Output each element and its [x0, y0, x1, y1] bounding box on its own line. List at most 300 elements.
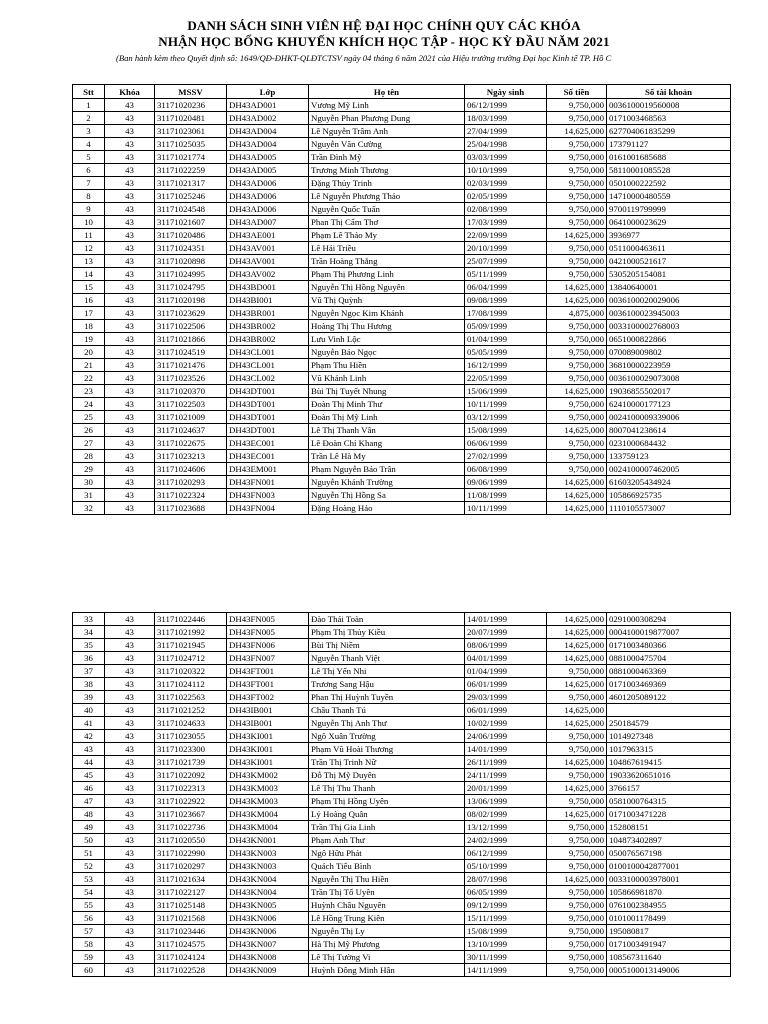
table-row	[73, 639, 731, 652]
table-row	[73, 398, 731, 411]
ngay-sinh-cell: 28/07/1998	[465, 873, 547, 886]
ho-ten-cell: Ngô Xuân Trường	[309, 730, 465, 743]
so-tai-khoan-cell: 1110105573007	[607, 502, 731, 515]
mssv-cell: 31171025246	[155, 190, 227, 203]
ngay-sinh-cell: 22/09/1999	[465, 229, 547, 242]
so-tai-khoan-cell: 0511000463611	[607, 242, 731, 255]
stt-cell: 25	[73, 411, 105, 424]
khoa-cell: 43	[105, 281, 155, 294]
ngay-sinh-cell: 06/01/1999	[465, 704, 547, 717]
so-tai-khoan-cell: 1014927348	[607, 730, 731, 743]
ngay-sinh-cell: 09/06/1999	[465, 476, 547, 489]
table-row	[73, 886, 731, 899]
so-tien-cell: 9,750,000	[547, 151, 607, 164]
stt-cell: 4	[73, 138, 105, 151]
so-tien-cell: 14,625,000	[547, 613, 607, 626]
so-tien-cell: 14,625,000	[547, 756, 607, 769]
lop-cell: DH43KN006	[227, 925, 309, 938]
ngay-sinh-cell: 10/11/1999	[465, 502, 547, 515]
ho-ten-cell: Lê Thị Thu Thanh	[309, 782, 465, 795]
so-tien-cell: 9,750,000	[547, 242, 607, 255]
so-tien-cell: 9,750,000	[547, 216, 607, 229]
lop-cell: DH43KM003	[227, 782, 309, 795]
table-row	[73, 177, 731, 190]
mssv-cell: 31171021774	[155, 151, 227, 164]
so-tai-khoan-cell: 13840640001	[607, 281, 731, 294]
mssv-cell: 31171020481	[155, 112, 227, 125]
ho-ten-cell: Lưu Vinh Lộc	[309, 333, 465, 346]
mssv-cell: 31171024575	[155, 938, 227, 951]
so-tien-cell: 9,750,000	[547, 769, 607, 782]
mssv-cell: 31171022259	[155, 164, 227, 177]
mssv-cell: 31171023055	[155, 730, 227, 743]
so-tien-cell: 14,625,000	[547, 678, 607, 691]
stt-cell: 54	[73, 886, 105, 899]
table-row	[73, 203, 731, 216]
lop-cell: DH43DT001	[227, 424, 309, 437]
stt-cell: 13	[73, 255, 105, 268]
so-tai-khoan-cell: 0100100042877001	[607, 860, 731, 873]
lop-cell: DH43AV002	[227, 268, 309, 281]
table-row	[73, 912, 731, 925]
so-tai-khoan-cell: 0881000475704	[607, 652, 731, 665]
lop-cell: DH43KN001	[227, 834, 309, 847]
lop-cell: DH43KM003	[227, 795, 309, 808]
mssv-cell: 31171022313	[155, 782, 227, 795]
so-tien-cell: 9,750,000	[547, 177, 607, 190]
khoa-cell: 43	[105, 125, 155, 138]
ngay-sinh-cell: 11/08/1999	[465, 489, 547, 502]
stt-cell: 22	[73, 372, 105, 385]
table-row	[73, 112, 731, 125]
so-tai-khoan-cell: 0171003471228	[607, 808, 731, 821]
so-tien-cell: 14,625,000	[547, 704, 607, 717]
so-tai-khoan-cell: 3766157	[607, 782, 731, 795]
lop-cell: DH43AD001	[227, 99, 309, 112]
ngay-sinh-cell: 24/02/1999	[465, 834, 547, 847]
so-tien-cell: 9,750,000	[547, 203, 607, 216]
lop-cell: DH43KI001	[227, 743, 309, 756]
mssv-cell: 31171024519	[155, 346, 227, 359]
so-tien-cell: 9,750,000	[547, 925, 607, 938]
so-tai-khoan-cell: 0231000684432	[607, 437, 731, 450]
ngay-sinh-cell: 16/12/1999	[465, 359, 547, 372]
ngay-sinh-cell: 05/05/1999	[465, 346, 547, 359]
ho-ten-cell: Vũ Khánh Linh	[309, 372, 465, 385]
stt-cell: 47	[73, 795, 105, 808]
stt-cell: 5	[73, 151, 105, 164]
document-title-line2: NHẬN HỌC BỔNG KHUYẾN KHÍCH HỌC TẬP - HỌC KỲ ĐẦU NĂM 2021	[158, 34, 610, 49]
khoa-cell: 43	[105, 411, 155, 424]
table-row	[73, 190, 731, 203]
ho-ten-cell: Phan Thị Cẩm Thơ	[309, 216, 465, 229]
table-row	[73, 626, 731, 639]
khoa-cell: 43	[105, 112, 155, 125]
lop-cell: DH43DT001	[227, 398, 309, 411]
ho-ten-cell: Đào Thái Toàn	[309, 613, 465, 626]
stt-cell: 57	[73, 925, 105, 938]
so-tien-cell: 14,625,000	[547, 873, 607, 886]
table-row	[73, 873, 731, 886]
mssv-cell: 31171022922	[155, 795, 227, 808]
table-row	[73, 834, 731, 847]
ngay-sinh-cell: 14/01/1999	[465, 743, 547, 756]
khoa-cell: 43	[105, 665, 155, 678]
ho-ten-cell: Đoàn Thị Mỹ Linh	[309, 411, 465, 424]
so-tien-cell: 14,625,000	[547, 125, 607, 138]
so-tai-khoan-cell: 0036100019560008	[607, 99, 731, 112]
ngay-sinh-cell: 25/07/1999	[465, 255, 547, 268]
lop-cell: DH43AE001	[227, 229, 309, 242]
table-row	[73, 743, 731, 756]
mssv-cell: 31171020322	[155, 665, 227, 678]
table-row	[73, 808, 731, 821]
mssv-cell: 31171023688	[155, 502, 227, 515]
so-tai-khoan-cell: 0641000023629	[607, 216, 731, 229]
ngay-sinh-cell: 05/09/1999	[465, 320, 547, 333]
ho-ten-cell: Lê Hải Triều	[309, 242, 465, 255]
scholarship-table-part2	[72, 612, 731, 977]
stt-cell: 46	[73, 782, 105, 795]
table-row	[73, 502, 731, 515]
khoa-cell: 43	[105, 450, 155, 463]
stt-cell: 21	[73, 359, 105, 372]
so-tai-khoan-cell: 0036100029073008	[607, 372, 731, 385]
so-tien-cell: 9,750,000	[547, 190, 607, 203]
lop-cell: DH43EC001	[227, 450, 309, 463]
table-row	[73, 730, 731, 743]
so-tai-khoan-cell: 0161001685688	[607, 151, 731, 164]
lop-cell: DH43CL002	[227, 372, 309, 385]
ho-ten-cell: Hoàng Thị Thu Hương	[309, 320, 465, 333]
lop-cell: DH43AD004	[227, 125, 309, 138]
mssv-cell: 31171021252	[155, 704, 227, 717]
mssv-cell: 31171023667	[155, 808, 227, 821]
ho-ten-cell: Vũ Thị Quỳnh	[309, 294, 465, 307]
table-row	[73, 938, 731, 951]
mssv-cell: 31171023061	[155, 125, 227, 138]
so-tien-cell: 9,750,000	[547, 834, 607, 847]
lop-cell: DH43KI001	[227, 730, 309, 743]
ho-ten-cell: Bùi Thị Tuyết Nhung	[309, 385, 465, 398]
mssv-cell: 31171021568	[155, 912, 227, 925]
so-tai-khoan-cell: 0033100003978001	[607, 873, 731, 886]
mssv-cell: 31171022503	[155, 398, 227, 411]
khoa-cell: 43	[105, 242, 155, 255]
mssv-cell: 31171021009	[155, 411, 227, 424]
lop-cell: DH43AD005	[227, 164, 309, 177]
so-tien-cell: 14,625,000	[547, 476, 607, 489]
table-row	[73, 795, 731, 808]
lop-cell: DH43CL001	[227, 359, 309, 372]
so-tai-khoan-cell: 0036100023945003	[607, 307, 731, 320]
khoa-cell: 43	[105, 502, 155, 515]
table-row	[73, 242, 731, 255]
ho-ten-cell: Nguyễn Ngọc Kim Khánh	[309, 307, 465, 320]
ngay-sinh-cell: 04/01/1999	[465, 652, 547, 665]
column-header-so-tien: Số tiền	[547, 85, 607, 99]
mssv-cell: 31171021317	[155, 177, 227, 190]
so-tai-khoan-cell: 1017963315	[607, 743, 731, 756]
lop-cell: DH43FT002	[227, 691, 309, 704]
mssv-cell: 31171024124	[155, 951, 227, 964]
lop-cell: DH43KM002	[227, 769, 309, 782]
stt-cell: 9	[73, 203, 105, 216]
khoa-cell: 43	[105, 424, 155, 437]
so-tai-khoan-cell: 0171003468563	[607, 112, 731, 125]
so-tai-khoan-cell: 133759123	[607, 450, 731, 463]
ho-ten-cell: Phạm Thị Hồng Uyên	[309, 795, 465, 808]
ngay-sinh-cell: 17/08/1999	[465, 307, 547, 320]
stt-cell: 2	[73, 112, 105, 125]
ngay-sinh-cell: 15/08/1999	[465, 925, 547, 938]
ngay-sinh-cell: 17/03/1999	[465, 216, 547, 229]
table-row	[73, 691, 731, 704]
khoa-cell: 43	[105, 216, 155, 229]
lop-cell: DH43AD004	[227, 138, 309, 151]
lop-cell: DH43KN007	[227, 938, 309, 951]
khoa-cell: 43	[105, 782, 155, 795]
table-row	[73, 821, 731, 834]
so-tien-cell: 14,625,000	[547, 626, 607, 639]
lop-cell: DH43KN004	[227, 873, 309, 886]
mssv-cell: 31171024712	[155, 652, 227, 665]
lop-cell: DH43BD001	[227, 281, 309, 294]
stt-cell: 49	[73, 821, 105, 834]
ho-ten-cell: Nguyễn Thị Ly	[309, 925, 465, 938]
stt-cell: 39	[73, 691, 105, 704]
table-row	[73, 489, 731, 502]
ngay-sinh-cell: 29/03/1999	[465, 691, 547, 704]
table-row	[73, 847, 731, 860]
khoa-cell: 43	[105, 691, 155, 704]
mssv-cell: 31171024112	[155, 678, 227, 691]
ho-ten-cell: Quách Tiểu Bình	[309, 860, 465, 873]
lop-cell: DH43AD002	[227, 112, 309, 125]
stt-cell: 17	[73, 307, 105, 320]
so-tai-khoan-cell: 627704061835299	[607, 125, 731, 138]
lop-cell: DH43FN005	[227, 613, 309, 626]
ngay-sinh-cell: 02/08/1999	[465, 203, 547, 216]
mssv-cell: 31171022324	[155, 489, 227, 502]
table-row	[73, 229, 731, 242]
khoa-cell: 43	[105, 769, 155, 782]
so-tai-khoan-cell: 0171003469369	[607, 678, 731, 691]
khoa-cell: 43	[105, 229, 155, 242]
ngay-sinh-cell: 22/05/1999	[465, 372, 547, 385]
scholarship-table-part1	[72, 84, 731, 515]
ngay-sinh-cell: 25/04/1998	[465, 138, 547, 151]
mssv-cell: 31171020198	[155, 294, 227, 307]
mssv-cell: 31171021992	[155, 626, 227, 639]
table-body-part1	[73, 99, 731, 515]
ngay-sinh-cell: 02/05/1999	[465, 190, 547, 203]
so-tai-khoan-cell: 0024100007462005	[607, 463, 731, 476]
so-tien-cell: 9,750,000	[547, 795, 607, 808]
table-row	[73, 99, 731, 112]
so-tai-khoan-cell: 3936977	[607, 229, 731, 242]
so-tai-khoan-cell: 173791127	[607, 138, 731, 151]
ho-ten-cell: Trần Đình Mỹ	[309, 151, 465, 164]
ho-ten-cell: Trần Thị Gia Linh	[309, 821, 465, 834]
mssv-cell: 31171021945	[155, 639, 227, 652]
stt-cell: 11	[73, 229, 105, 242]
stt-cell: 35	[73, 639, 105, 652]
so-tai-khoan-cell: 250184579	[607, 717, 731, 730]
table-row	[73, 359, 731, 372]
so-tien-cell: 14,625,000	[547, 717, 607, 730]
mssv-cell: 31171022990	[155, 847, 227, 860]
ngay-sinh-cell: 03/12/1999	[465, 411, 547, 424]
so-tien-cell: 4,875,000	[547, 307, 607, 320]
khoa-cell: 43	[105, 847, 155, 860]
so-tai-khoan-cell: 0101001178499	[607, 912, 731, 925]
stt-cell: 15	[73, 281, 105, 294]
so-tai-khoan-cell: 105866925735	[607, 489, 731, 502]
ngay-sinh-cell: 20/10/1999	[465, 242, 547, 255]
so-tai-khoan-cell: 0881000463369	[607, 665, 731, 678]
stt-cell: 19	[73, 333, 105, 346]
ho-ten-cell: Trần Lê Hà My	[309, 450, 465, 463]
so-tai-khoan-cell: 0004100019877007	[607, 626, 731, 639]
so-tien-cell: 9,750,000	[547, 886, 607, 899]
so-tien-cell: 9,750,000	[547, 821, 607, 834]
stt-cell: 40	[73, 704, 105, 717]
mssv-cell: 31171023446	[155, 925, 227, 938]
lop-cell: DH43AV001	[227, 242, 309, 255]
lop-cell: DH43AV001	[227, 255, 309, 268]
so-tai-khoan-cell: 105866981870	[607, 886, 731, 899]
stt-cell: 32	[73, 502, 105, 515]
ho-ten-cell: Bùi Thị Niềm	[309, 639, 465, 652]
so-tai-khoan-cell: 14710000480559	[607, 190, 731, 203]
table-row	[73, 678, 731, 691]
ngay-sinh-cell: 02/03/1999	[465, 177, 547, 190]
table-row	[73, 294, 731, 307]
ho-ten-cell: Ngô Hữu Phát	[309, 847, 465, 860]
table-row	[73, 385, 731, 398]
stt-cell: 55	[73, 899, 105, 912]
stt-cell: 29	[73, 463, 105, 476]
so-tien-cell: 9,750,000	[547, 411, 607, 424]
khoa-cell: 43	[105, 899, 155, 912]
lop-cell: DH43DT001	[227, 411, 309, 424]
ngay-sinh-cell: 09/08/1999	[465, 294, 547, 307]
so-tai-khoan-cell: 070089009802	[607, 346, 731, 359]
ho-ten-cell: Nguyễn Khánh Trường	[309, 476, 465, 489]
table-row	[73, 756, 731, 769]
so-tien-cell: 14,625,000	[547, 294, 607, 307]
table-row	[73, 951, 731, 964]
lop-cell: DH43AD007	[227, 216, 309, 229]
khoa-cell: 43	[105, 860, 155, 873]
khoa-cell: 43	[105, 964, 155, 977]
stt-cell: 3	[73, 125, 105, 138]
khoa-cell: 43	[105, 320, 155, 333]
table-row	[73, 613, 731, 626]
mssv-cell: 31171024995	[155, 268, 227, 281]
lop-cell: DH43KN003	[227, 860, 309, 873]
khoa-cell: 43	[105, 834, 155, 847]
khoa-cell: 43	[105, 307, 155, 320]
lop-cell: DH43AD005	[227, 151, 309, 164]
ho-ten-cell: Lê Thị Yến Nhi	[309, 665, 465, 678]
lop-cell: DH43KN006	[227, 912, 309, 925]
stt-cell: 37	[73, 665, 105, 678]
so-tien-cell: 14,625,000	[547, 229, 607, 242]
ngay-sinh-cell: 01/04/1999	[465, 665, 547, 678]
table-row	[73, 437, 731, 450]
khoa-cell: 43	[105, 613, 155, 626]
mssv-cell: 31171023300	[155, 743, 227, 756]
stt-cell: 27	[73, 437, 105, 450]
khoa-cell: 43	[105, 99, 155, 112]
so-tai-khoan-cell: 0033100002768003	[607, 320, 731, 333]
stt-cell: 28	[73, 450, 105, 463]
ho-ten-cell: Trương Minh Thương	[309, 164, 465, 177]
ngay-sinh-cell: 15/11/1999	[465, 912, 547, 925]
ho-ten-cell: Phạm Anh Thư	[309, 834, 465, 847]
ho-ten-cell: Nguyễn Thị Thu Hiền	[309, 873, 465, 886]
ngay-sinh-cell: 10/11/1999	[465, 398, 547, 411]
mssv-cell: 31171025148	[155, 899, 227, 912]
stt-cell: 50	[73, 834, 105, 847]
lop-cell: DH43EM001	[227, 463, 309, 476]
table-row	[73, 925, 731, 938]
khoa-cell: 43	[105, 255, 155, 268]
khoa-cell: 43	[105, 294, 155, 307]
so-tai-khoan-cell: 36810000223959	[607, 359, 731, 372]
so-tien-cell: 9,750,000	[547, 450, 607, 463]
table-row	[73, 476, 731, 489]
document-subtitle: (Ban hành kèm theo Quyết định số: 1649/QĐ-ĐHKT-QLĐTCTSV ngày 04 tháng 6 năm 2021 của Hiệu trưởng trường Đại học Kinh tế TP. Hồ C	[116, 53, 612, 63]
khoa-cell: 43	[105, 333, 155, 346]
stt-cell: 33	[73, 613, 105, 626]
so-tai-khoan-cell: 195080817	[607, 925, 731, 938]
lop-cell: DH43KN003	[227, 847, 309, 860]
ho-ten-cell: Phạm Vũ Hoài Thương	[309, 743, 465, 756]
stt-cell: 34	[73, 626, 105, 639]
table-row	[73, 964, 731, 977]
so-tai-khoan-cell: 050076567198	[607, 847, 731, 860]
ho-ten-cell: Nguyễn Thị Anh Thư	[309, 717, 465, 730]
so-tien-cell: 9,750,000	[547, 437, 607, 450]
stt-cell: 60	[73, 964, 105, 977]
stt-cell: 20	[73, 346, 105, 359]
column-header-ngay-sinh: Ngày sinh	[465, 85, 547, 99]
lop-cell: DH43FN001	[227, 476, 309, 489]
khoa-cell: 43	[105, 743, 155, 756]
so-tien-cell: 14,625,000	[547, 281, 607, 294]
lop-cell: DH43FN004	[227, 502, 309, 515]
so-tien-cell: 14,625,000	[547, 808, 607, 821]
mssv-cell: 31171022092	[155, 769, 227, 782]
ngay-sinh-cell: 10/02/1999	[465, 717, 547, 730]
mssv-cell: 31171024633	[155, 717, 227, 730]
so-tien-cell: 9,750,000	[547, 847, 607, 860]
stt-cell: 44	[73, 756, 105, 769]
lop-cell: DH43FN005	[227, 626, 309, 639]
so-tien-cell: 9,750,000	[547, 372, 607, 385]
mssv-cell: 31171020370	[155, 385, 227, 398]
so-tai-khoan-cell: 8007041238614	[607, 424, 731, 437]
so-tai-khoan-cell: 62410000177123	[607, 398, 731, 411]
mssv-cell: 31171020297	[155, 860, 227, 873]
ho-ten-cell: Đặng Hoàng Hảo	[309, 502, 465, 515]
table-row	[73, 717, 731, 730]
stt-cell: 53	[73, 873, 105, 886]
ho-ten-cell: Phạm Lê Thảo My	[309, 229, 465, 242]
